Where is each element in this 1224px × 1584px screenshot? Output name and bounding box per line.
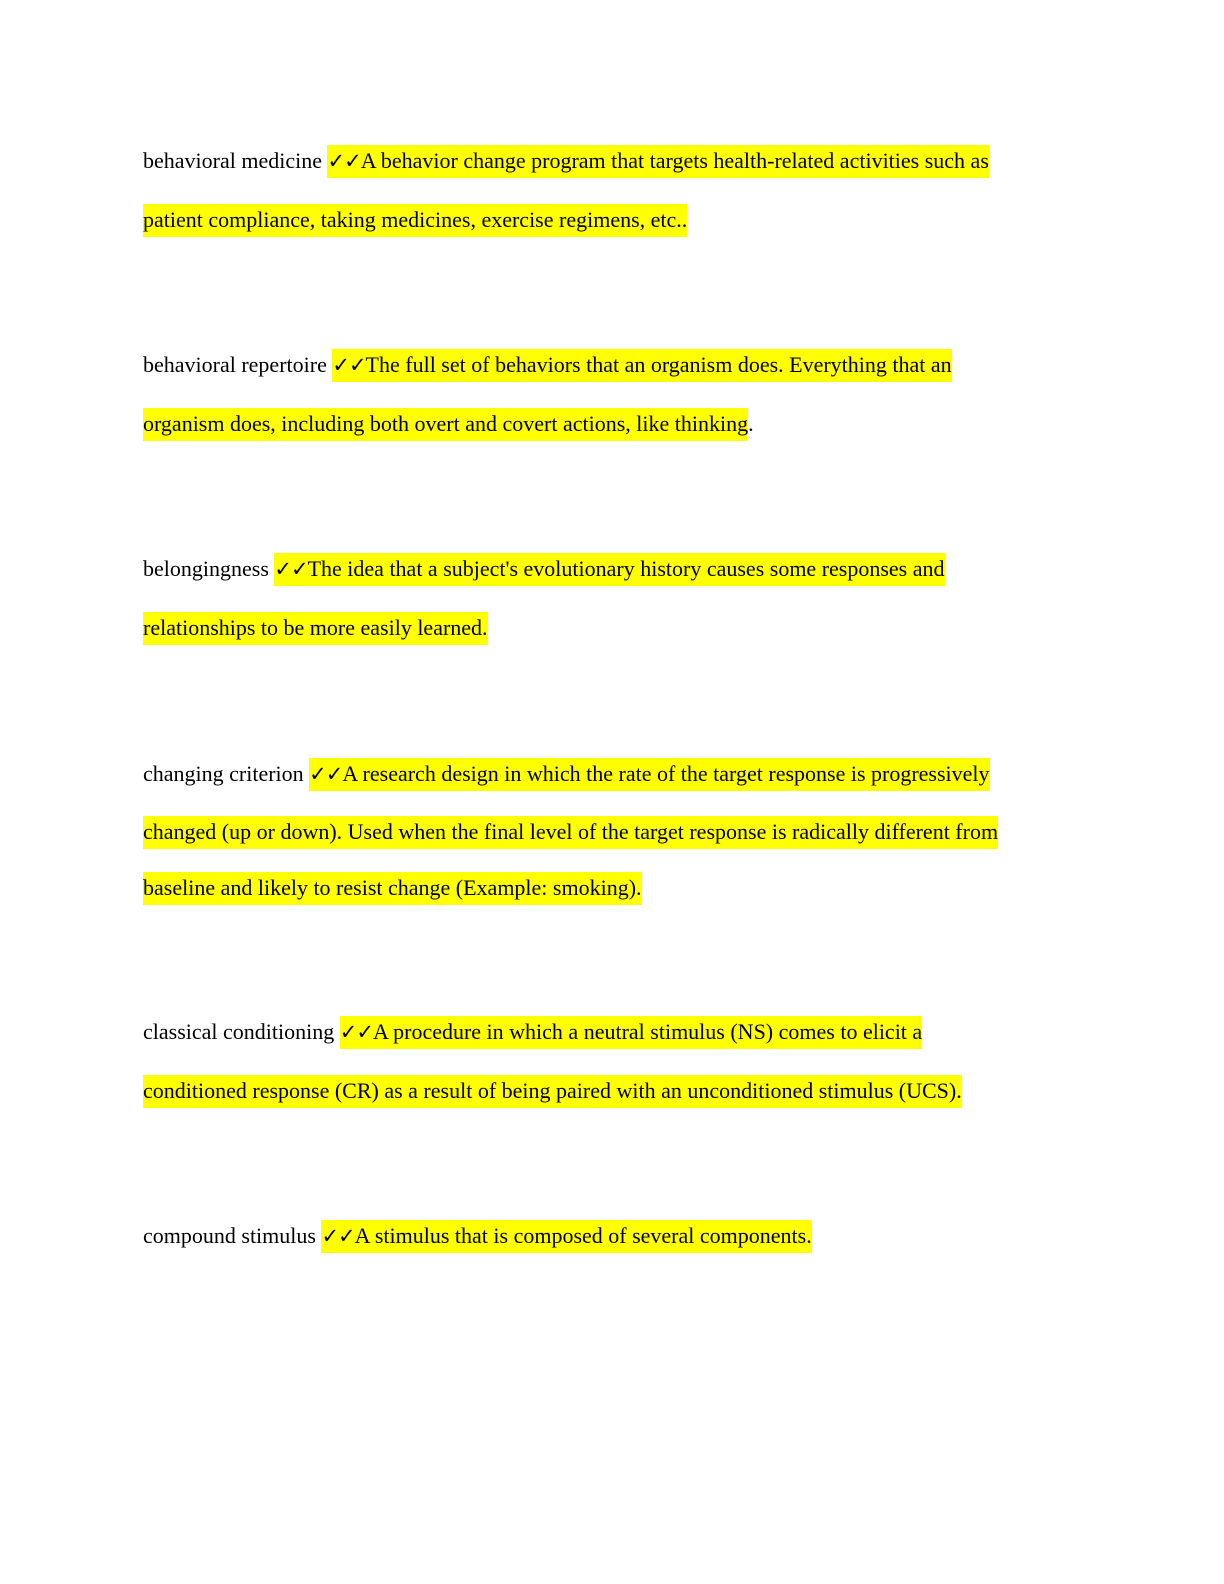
double-checkmark-icon: ✓✓ [309, 762, 343, 786]
entry-definition-highlight [332, 349, 951, 382]
entry-line-1 [143, 148, 989, 174]
entry-definition-continued: baseline and likely to resist change (Example: smoking). [143, 872, 642, 905]
double-checkmark-icon: ✓✓ [332, 353, 366, 377]
entry-term: changing criterion [143, 761, 304, 786]
entry-line-1 [143, 1223, 812, 1249]
entry-line-1 [143, 1019, 922, 1045]
entry-line-1 [143, 556, 945, 582]
entry-definition: The full set of behaviors that an organism does. Everything that an [365, 352, 952, 377]
entry-term: belongingness [143, 556, 269, 581]
entry-term: classical conditioning [143, 1019, 335, 1044]
entry-definition-continued: conditioned response (CR) as a result of being paired with an unconditioned stimulus (UCS). [143, 1075, 962, 1108]
entry-line-3 [143, 875, 642, 901]
entry-definition-highlight [274, 553, 944, 586]
entry-line-2 [143, 411, 754, 437]
entry-definition-highlight [327, 145, 988, 178]
entry-line-2 [143, 819, 998, 845]
entry-definition-continued: organism does, including both overt and covert actions, like thinking [143, 408, 748, 441]
entry-term: compound stimulus [143, 1223, 316, 1248]
entry-definition-tail: . [748, 411, 754, 436]
double-checkmark-icon: ✓✓ [274, 557, 308, 581]
double-checkmark-icon: ✓✓ [327, 149, 361, 173]
entry-definition: A procedure in which a neutral stimulus (NS) comes to elicit a [372, 1019, 923, 1044]
entry-definition-continued: changed (up or down). Used when the final level of the target response is radically different from [143, 816, 998, 849]
entry-definition-highlight [321, 1220, 811, 1253]
entry-line-1 [143, 352, 952, 378]
entry-definition: The idea that a subject's evolutionary history causes some responses and [307, 556, 945, 581]
double-checkmark-icon: ✓✓ [339, 1020, 373, 1044]
entry-line-1 [143, 761, 990, 787]
entry-term: behavioral repertoire [143, 352, 327, 377]
entry-definition: A behavior change program that targets health-related activities such as [360, 148, 989, 173]
entry-definition-highlight [309, 758, 989, 791]
entry-line-2 [143, 1078, 962, 1104]
entry-term: behavioral medicine [143, 148, 322, 173]
entry-definition-highlight [340, 1016, 922, 1049]
entry-line-2 [143, 615, 488, 641]
entry-line-2 [143, 207, 687, 233]
entry-definition: A research design in which the rate of the target response is progressively [342, 761, 990, 786]
entry-definition: A stimulus that is composed of several components. [354, 1223, 812, 1248]
entry-definition-continued: patient compliance, taking medicines, exercise regimens, etc.. [143, 204, 687, 237]
entry-definition-continued: relationships to be more easily learned. [143, 612, 488, 645]
double-checkmark-icon: ✓✓ [321, 1224, 355, 1248]
